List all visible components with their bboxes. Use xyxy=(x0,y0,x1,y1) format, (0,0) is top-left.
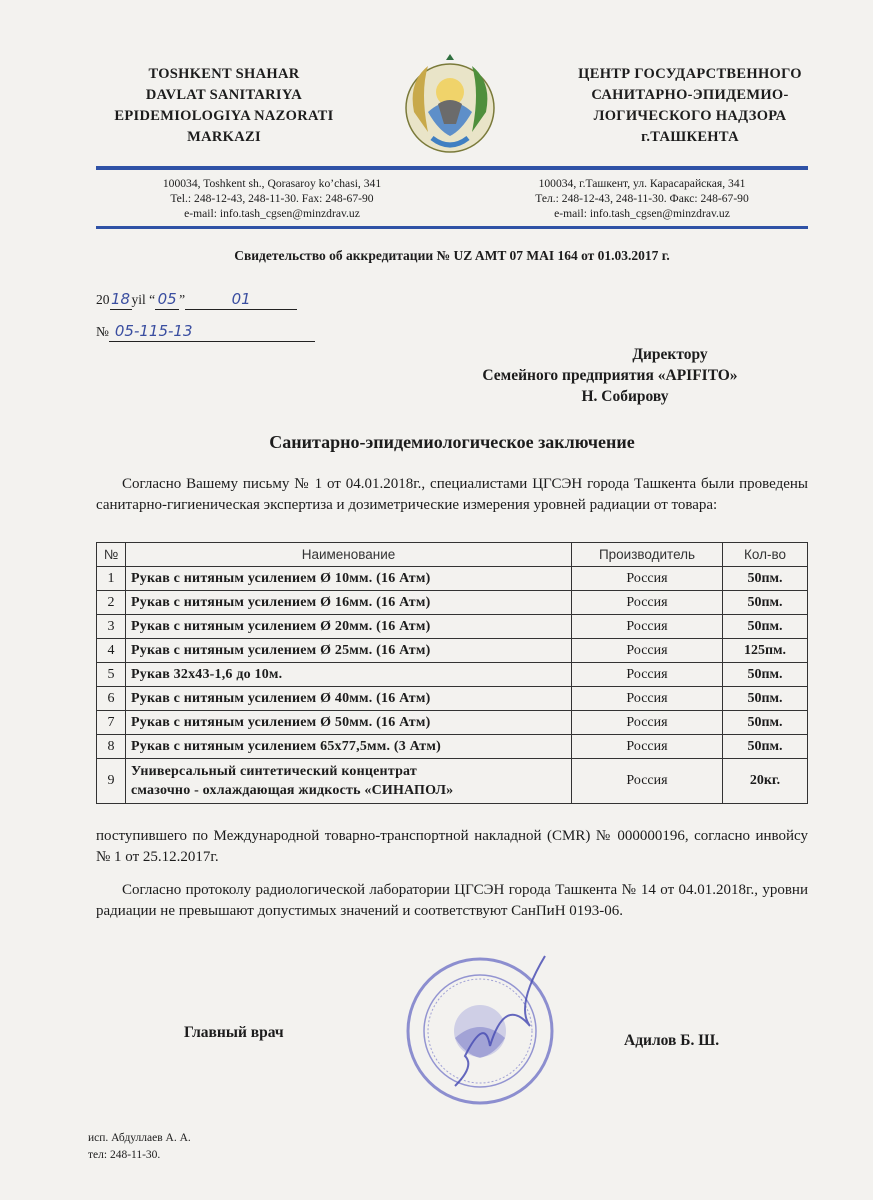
row-quantity: 50пм. xyxy=(723,687,808,711)
org-name-ru-line: ЦЕНТР ГОСУДАРСТВЕННОГО xyxy=(578,66,802,82)
row-quantity: 50пм. xyxy=(723,711,808,735)
row-item-name-line: Рукав 32x43-1,6 до 10м. xyxy=(131,667,283,682)
conclusion-text: Согласно протоколу радиологической лаборатории ЦГСЭН города Ташкента № 14 от 04.01.2018г., уровни радиации не превышают допустимых значений и соответствуют СанПиН 0193-06. xyxy=(96,882,808,919)
org-name-uz-line: EPIDEMIOLOGIYA NAZORATI xyxy=(114,108,334,124)
row-quantity: 125пм. xyxy=(723,639,808,663)
intro-paragraph xyxy=(96,474,808,516)
row-quantity: 50пм. xyxy=(723,615,808,639)
after-table-paragraph: поступившего по Международной товарно-транспортной накладной (CMR) № 000000196, согласно инвойсу № 1 от 25.12.2017г. xyxy=(96,828,808,865)
row-number: 3 xyxy=(97,615,126,639)
row-number: 2 xyxy=(97,591,126,615)
row-number: 5 xyxy=(97,663,126,687)
addressee-person: Н. Собирову xyxy=(581,388,669,405)
org-name-uz-line: TOSHKENT SHAHAR xyxy=(148,66,300,82)
row-quantity: 50пм. xyxy=(723,567,808,591)
number-prefix: № xyxy=(96,324,109,339)
date-day: 01 xyxy=(231,290,251,308)
row-item-name xyxy=(126,663,572,687)
conclusion-paragraph xyxy=(96,880,808,922)
date-month: 05 xyxy=(157,290,177,308)
org-name-uz-line: MARKAZI xyxy=(187,129,261,145)
org-name-ru-line: г.ТАШКЕНТА xyxy=(641,129,739,145)
row-number: 8 xyxy=(97,735,126,759)
row-manufacturer: Россия xyxy=(572,759,723,804)
row-manufacturer: Россия xyxy=(572,687,723,711)
header-quantity: Кол-во xyxy=(723,543,808,567)
date-year: 18 xyxy=(110,290,131,308)
row-item-name-line: Рукав с нитяным усилением 65x77,5мм. (3 Атм) xyxy=(131,739,441,754)
number-line xyxy=(96,322,315,342)
contact-block-uz xyxy=(122,176,422,221)
document-title: Санитарно-эпидемиологическое заключение xyxy=(269,432,635,452)
row-item-name xyxy=(126,759,572,804)
row-item-name-line: Рукав с нитяным усилением Ø 40мм. (16 Атм) xyxy=(131,691,431,706)
state-emblem-icon xyxy=(398,52,502,164)
date-prefix: 20 xyxy=(96,292,110,307)
header-name: Наименование xyxy=(126,543,572,567)
executor-footer xyxy=(88,1130,191,1164)
row-number: 9 xyxy=(97,759,126,804)
row-quantity: 50пм. xyxy=(723,735,808,759)
row-manufacturer: Россия xyxy=(572,639,723,663)
row-manufacturer: Россия xyxy=(572,711,723,735)
org-name-uz xyxy=(92,64,356,148)
row-item-name xyxy=(126,591,572,615)
table-row xyxy=(97,663,808,687)
row-manufacturer: Россия xyxy=(572,735,723,759)
executor-phone: тел: 248-11-30. xyxy=(88,1149,161,1161)
row-item-name xyxy=(126,735,572,759)
contact-address-ru: 100034, г.Ташкент, ул. Карасарайская, 341 xyxy=(538,177,746,190)
table-row xyxy=(97,615,808,639)
row-item-name xyxy=(126,615,572,639)
letterhead-rule-bottom xyxy=(96,226,808,229)
signer-title: Главный врач xyxy=(184,1024,284,1041)
row-quantity: 20кг. xyxy=(723,759,808,804)
row-number: 6 xyxy=(97,687,126,711)
table-row xyxy=(97,591,808,615)
row-item-name-line: Универсальный синтетический концентрат xyxy=(131,764,417,779)
signer-name: Адилов Б. Ш. xyxy=(624,1032,720,1049)
date-line xyxy=(96,290,297,310)
items-table xyxy=(96,542,808,804)
row-number: 7 xyxy=(97,711,126,735)
row-manufacturer: Россия xyxy=(572,615,723,639)
accreditation-line: Свидетельство об аккредитации № UZ AMT 07 MAI 164 от 01.03.2017 г. xyxy=(234,248,670,263)
header-manufacturer: Производитель xyxy=(572,543,723,567)
contact-block-ru xyxy=(492,176,792,221)
row-manufacturer: Россия xyxy=(572,663,723,687)
row-item-name xyxy=(126,711,572,735)
letterhead-rule-top xyxy=(96,166,808,170)
row-quantity: 50пм. xyxy=(723,663,808,687)
executor-name: исп. Абдуллаев А. А. xyxy=(88,1132,191,1144)
contact-address-uz: 100034, Toshkent sh., Qorasaroy ko’chasi, 341 xyxy=(162,177,382,190)
row-item-name-line: Рукав с нитяным усилением Ø 16мм. (16 Атм) xyxy=(131,595,431,610)
row-quantity: 50пм. xyxy=(723,591,808,615)
addressee-block xyxy=(420,344,800,407)
contact-email-ru: e-mail: info.tash_cgsen@minzdrav.uz xyxy=(554,207,730,220)
date-quote: ” xyxy=(179,292,186,307)
contact-email-uz: e-mail: info.tash_cgsen@minzdrav.uz xyxy=(184,207,360,220)
table-header-row xyxy=(97,543,808,567)
table-row xyxy=(97,735,808,759)
official-stamp-icon xyxy=(395,946,565,1116)
row-item-name xyxy=(126,639,572,663)
table-row xyxy=(97,639,808,663)
row-item-name xyxy=(126,687,572,711)
row-item-name-line: Рукав с нитяным усилением Ø 10мм. (16 Атм) xyxy=(131,571,431,586)
org-name-ru xyxy=(540,64,840,148)
addressee-position: Директору xyxy=(632,346,708,363)
intro-text: Согласно Вашему письму № 1 от 04.01.2018г., специалистами ЦГСЭН города Ташкента были проведены санитарно-гигиеническая экспертиза и дозиметрические измерения уровней радиации от товара: xyxy=(96,476,808,513)
contact-phone-ru: Тел.: 248-12-43, 248-11-30. Факс: 248-67-90 xyxy=(535,192,749,205)
table-row xyxy=(97,711,808,735)
org-name-ru-line: САНИТАРНО-ЭПИДЕМИО- xyxy=(591,87,789,103)
header-no: № xyxy=(97,543,126,567)
row-item-name xyxy=(126,567,572,591)
date-yil: yil “ xyxy=(131,292,156,307)
org-name-ru-line: ЛОГИЧЕСКОГО НАДЗОРА xyxy=(593,108,787,124)
row-item-name-line: смазочно - охлаждающая жидкость «СИНАПОЛ» xyxy=(131,783,454,798)
row-manufacturer: Россия xyxy=(572,567,723,591)
table-row xyxy=(97,759,808,804)
contact-phone-uz: Tel.: 248-12-43, 248-11-30. Fax: 248-67-90 xyxy=(170,192,374,205)
outgoing-number: 05-115-13 xyxy=(114,322,193,340)
row-item-name-line: Рукав с нитяным усилением Ø 25мм. (16 Атм) xyxy=(131,643,431,658)
addressee-company: Семейного предприятия «APIFITO» xyxy=(482,367,738,384)
row-item-name-line: Рукав с нитяным усилением Ø 20мм. (16 Атм) xyxy=(131,619,431,634)
row-number: 1 xyxy=(97,567,126,591)
table-row xyxy=(97,687,808,711)
table-row xyxy=(97,567,808,591)
row-number: 4 xyxy=(97,639,126,663)
org-name-uz-line: DAVLAT SANITARIYA xyxy=(145,87,303,103)
row-manufacturer: Россия xyxy=(572,591,723,615)
row-item-name-line: Рукав с нитяным усилением Ø 50мм. (16 Атм) xyxy=(131,715,431,730)
